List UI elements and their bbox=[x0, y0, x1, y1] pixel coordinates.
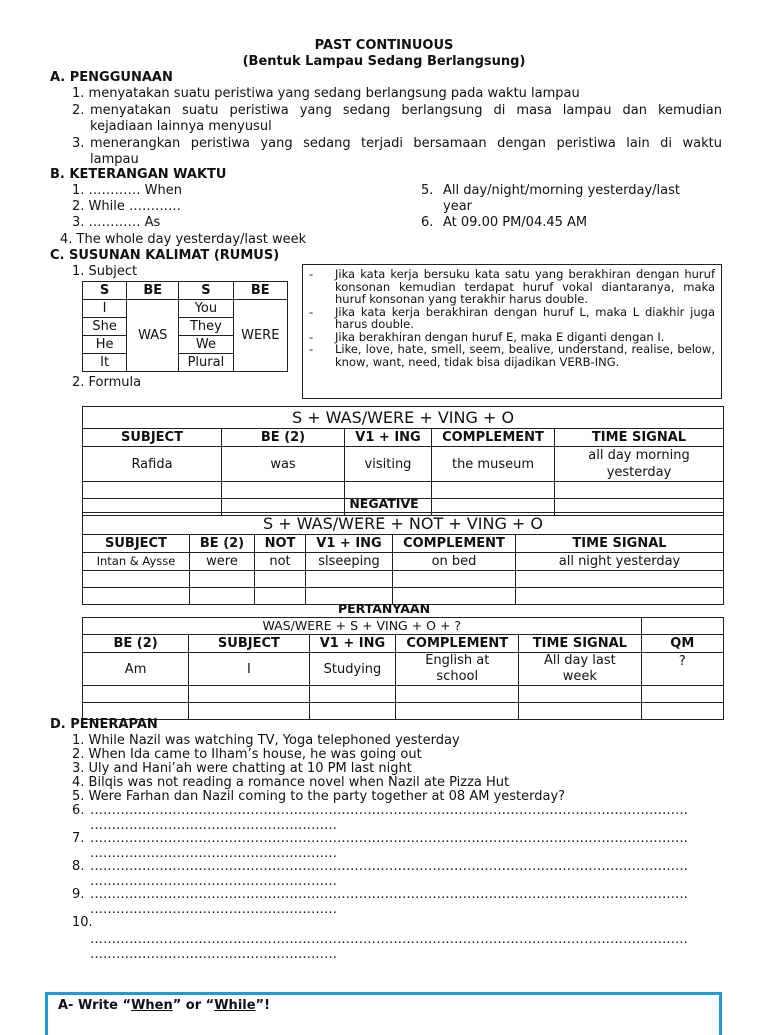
empty-cell[interactable] bbox=[641, 686, 723, 703]
blank-num: 9. bbox=[72, 887, 85, 902]
table-cell: I bbox=[189, 653, 309, 686]
usage-text: lampau bbox=[90, 152, 139, 167]
word-while: While bbox=[214, 998, 256, 1013]
empty-cell[interactable] bbox=[393, 571, 516, 588]
section-b-heading: B. KETERANGAN WAKTU bbox=[50, 167, 227, 182]
table-row bbox=[83, 571, 724, 588]
table-cell: were bbox=[190, 553, 255, 571]
rule-text: Jika kata kerja bersuku kata satu yang berakhiran dengan huruf konsonan kemudian terdapat huruf vokal diantaranya, maka huruf konsonan yang terakhir harus double. bbox=[335, 267, 715, 306]
empty-cell[interactable] bbox=[189, 686, 309, 703]
cell-line: school bbox=[436, 669, 479, 684]
table-header: S bbox=[179, 282, 233, 300]
empty-cell[interactable] bbox=[189, 703, 309, 720]
time-item: All day/night/morning yesterday/last bbox=[443, 183, 680, 198]
table-header: BE (2) bbox=[190, 535, 255, 553]
negative-label: NEGATIVE bbox=[349, 496, 419, 511]
rule-item bbox=[309, 343, 715, 368]
example-sentence: 4. Bilqis was not reading a romance novel when Nazil ate Pizza Hut bbox=[72, 775, 510, 790]
example-sentence: 1. While Nazil was watching TV, Yoga telephoned yesterday bbox=[72, 733, 460, 748]
table-header: V1 + ING bbox=[345, 429, 432, 447]
bullet-dash: - bbox=[309, 304, 314, 319]
table-cell: was bbox=[222, 447, 345, 482]
answer-line[interactable]: ………………………………………………………………………………………………………………………… bbox=[90, 803, 688, 818]
table-cell: on bed bbox=[393, 553, 516, 571]
table-cell: She bbox=[83, 318, 127, 336]
time-num: 5. bbox=[421, 183, 434, 198]
answer-line[interactable]: ………………………………………………… bbox=[90, 818, 337, 833]
table-cell: slseeping bbox=[306, 553, 393, 571]
formula-title: WAS/WERE + S + VING + O + ? bbox=[83, 618, 642, 635]
empty-cell[interactable] bbox=[190, 571, 255, 588]
instruction-prefix: A- Write “ bbox=[58, 998, 132, 1013]
time-num: 6. bbox=[421, 215, 434, 230]
blank-num: 6. bbox=[72, 803, 85, 818]
table-header: TIME SIGNAL bbox=[555, 429, 724, 447]
blank-num: 10. bbox=[72, 915, 93, 930]
spelling-rules-box bbox=[302, 264, 722, 399]
empty-cell[interactable] bbox=[83, 571, 190, 588]
blank-num: 8. bbox=[72, 859, 85, 874]
empty-cell[interactable] bbox=[396, 703, 519, 720]
table-header: QM bbox=[641, 635, 723, 653]
bullet-dash: - bbox=[309, 342, 314, 356]
exercise-instruction bbox=[58, 998, 270, 1013]
formula-title: S + WAS/WERE + NOT + VING + O bbox=[83, 513, 724, 535]
time-item: At 09.00 PM/04.45 AM bbox=[443, 215, 588, 230]
table-cell: WERE bbox=[233, 300, 287, 372]
usage-text: menyatakan suatu peristiwa yang sedang berlangsung di masa lampau dan kemudian bbox=[90, 103, 722, 118]
answer-line[interactable]: ………………………………………………… bbox=[90, 846, 337, 861]
table-cell: Am bbox=[83, 653, 189, 686]
time-item: 3. ………… As bbox=[72, 215, 161, 230]
table-cell: not bbox=[255, 553, 306, 571]
table-cell: You bbox=[179, 300, 233, 318]
table-cell: the museum bbox=[432, 447, 555, 482]
bullet-dash: - bbox=[309, 267, 314, 281]
table-cell: He bbox=[83, 336, 127, 354]
answer-line[interactable]: ………………………………………………………………………………………………………………………… bbox=[90, 932, 688, 947]
table-row bbox=[83, 686, 724, 703]
exercise-box bbox=[45, 992, 722, 1035]
table-cell: Studying bbox=[309, 653, 396, 686]
formula-title: S + WAS/WERE + VING + O bbox=[83, 407, 724, 429]
page-subtitle: (Bentuk Lampau Sedang Berlangsung) bbox=[242, 54, 526, 69]
usage-num: 3. bbox=[72, 136, 85, 151]
rule-text: Jika kata kerja berakhiran dengan huruf L, maka L diakhir juga harus double. bbox=[335, 304, 715, 331]
cell-line: All day last bbox=[543, 653, 616, 668]
table-header: SUBJECT bbox=[189, 635, 309, 653]
table-row bbox=[83, 447, 724, 482]
blank-num: 7. bbox=[72, 831, 85, 846]
time-item: 4. The whole day yesterday/last week bbox=[60, 232, 307, 247]
usage-text: menyatakan suatu peristiwa yang sedang berlangsung pada waktu lampau bbox=[88, 86, 580, 101]
answer-line[interactable]: ………………………………………………………………………………………………………………………… bbox=[90, 831, 688, 846]
empty-cell[interactable] bbox=[83, 686, 189, 703]
table-row bbox=[83, 653, 724, 686]
table-header: SUBJECT bbox=[83, 535, 190, 553]
time-item: 1. ………… When bbox=[72, 183, 182, 198]
table-cell: They bbox=[179, 318, 233, 336]
usage-text: menerangkan peristiwa yang sedang terjadi bersamaan dengan peristiwa lain di waktu bbox=[90, 136, 722, 151]
rule-item bbox=[309, 306, 715, 331]
subject-label: 1. Subject bbox=[72, 264, 138, 279]
time-item: year bbox=[443, 199, 473, 214]
example-sentence: 5. Were Farhan dan Nazil coming to the party together at 08 AM yesterday? bbox=[72, 789, 566, 804]
table-cell: We bbox=[179, 336, 233, 354]
table-cell: visiting bbox=[345, 447, 432, 482]
question-label: PERTANYAAN bbox=[337, 601, 431, 616]
table-cell: WAS bbox=[127, 300, 179, 372]
empty-cell[interactable] bbox=[516, 571, 724, 588]
time-item: 2. While ………… bbox=[72, 199, 181, 214]
table-header: V1 + ING bbox=[306, 535, 393, 553]
empty-cell[interactable] bbox=[255, 571, 306, 588]
answer-line[interactable]: ………………………………………………… bbox=[90, 902, 337, 917]
table-header: BE bbox=[127, 282, 179, 300]
table-header: BE (2) bbox=[222, 429, 345, 447]
answer-line[interactable]: ………………………………………………………………………………………………………………………… bbox=[90, 859, 688, 874]
section-c-heading: C. SUSUNAN KALIMAT (RUMUS) bbox=[50, 248, 280, 263]
bullet-dash: - bbox=[309, 329, 314, 344]
table-header: TIME SIGNAL bbox=[519, 635, 641, 653]
empty-cell[interactable] bbox=[519, 703, 641, 720]
empty-cell bbox=[641, 618, 723, 635]
instruction-suffix: ”! bbox=[255, 998, 271, 1013]
section-d-heading: D. PENERAPAN bbox=[50, 717, 158, 732]
instruction-middle: ” or “ bbox=[172, 998, 215, 1013]
table-header: NOT bbox=[255, 535, 306, 553]
answer-line[interactable]: ………………………………………………………………………………………………………………………… bbox=[90, 887, 688, 902]
empty-cell[interactable] bbox=[309, 686, 396, 703]
cell-line: English at bbox=[425, 653, 490, 668]
table-row bbox=[83, 553, 724, 571]
formula-label: 2. Formula bbox=[72, 375, 142, 390]
page-title: PAST CONTINUOUS bbox=[314, 38, 454, 53]
usage-text: kejadiaan lainnya menyusul bbox=[90, 119, 272, 134]
table-header: COMPLEMENT bbox=[393, 535, 516, 553]
table-header: TIME SIGNAL bbox=[516, 535, 724, 553]
empty-cell[interactable] bbox=[306, 571, 393, 588]
table-cell: I bbox=[83, 300, 127, 318]
example-sentence: 3. Uly and Hani’ah were chatting at 10 PM last night bbox=[72, 761, 412, 776]
table-cell: Intan & Aysse bbox=[83, 553, 190, 571]
usage-item-1 bbox=[72, 86, 580, 102]
word-when: When bbox=[131, 998, 173, 1013]
table-header: COMPLEMENT bbox=[396, 635, 519, 653]
table-header: BE bbox=[233, 282, 287, 300]
table-cell: all day morning yesterday bbox=[555, 447, 724, 482]
table-cell bbox=[519, 653, 641, 686]
rule-text: Jika berakhiran dengan huruf E, maka E diganti dengan I. bbox=[335, 329, 665, 344]
table-cell: Rafida bbox=[83, 447, 222, 482]
table-cell bbox=[396, 653, 519, 686]
subject-be-table bbox=[82, 281, 288, 372]
rule-text: Like, love, hate, smell, seem, bealive, understand, realise, below, know, want, need, tidak bisa dijadikan VERB-ING. bbox=[335, 342, 715, 369]
answer-line[interactable]: ………………………………………………… bbox=[90, 874, 337, 889]
example-sentence: 2. When Ida came to Ilham’s house, he was going out bbox=[72, 747, 422, 762]
table-cell: It bbox=[83, 354, 127, 372]
negative-formula-table bbox=[82, 512, 724, 605]
section-a-heading: A. PENGGUNAAN bbox=[50, 70, 173, 85]
usage-num: 1. bbox=[72, 86, 85, 101]
table-header: V1 + ING bbox=[309, 635, 396, 653]
empty-cell[interactable] bbox=[396, 686, 519, 703]
table-header: S bbox=[83, 282, 127, 300]
table-cell: Plural bbox=[179, 354, 233, 372]
table-header: COMPLEMENT bbox=[432, 429, 555, 447]
table-header: BE (2) bbox=[83, 635, 189, 653]
answer-line[interactable]: ………………………………………………… bbox=[90, 947, 337, 962]
table-header: SUBJECT bbox=[83, 429, 222, 447]
table-cell: ? bbox=[641, 653, 723, 686]
empty-cell[interactable] bbox=[641, 703, 723, 720]
empty-cell[interactable] bbox=[309, 703, 396, 720]
cell-line: week bbox=[562, 669, 597, 684]
rule-item bbox=[309, 268, 715, 306]
usage-num: 2. bbox=[72, 103, 85, 118]
question-formula-table bbox=[82, 617, 724, 720]
table-row bbox=[83, 703, 724, 720]
empty-cell[interactable] bbox=[519, 686, 641, 703]
table-cell: all night yesterday bbox=[516, 553, 724, 571]
